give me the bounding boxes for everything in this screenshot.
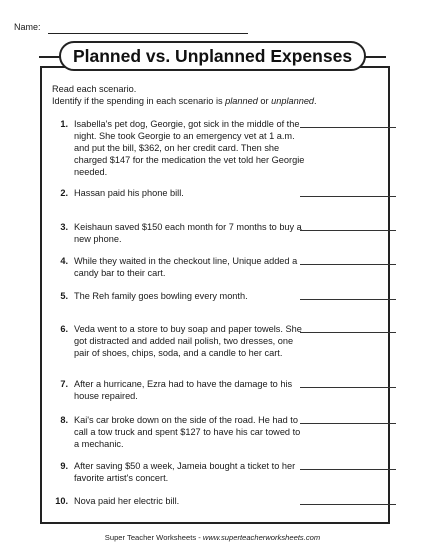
footer [0, 533, 425, 542]
instructions-line-1: Read each scenario. [52, 84, 137, 94]
question-number: 10. [55, 496, 68, 506]
question-number: 9. [60, 461, 68, 471]
question-text: Veda went to a store to buy soap and paper towels. She got distracted and added nail polish, two dresses, one pair of shoes, chips, soda, and a candle to her cart. [74, 324, 302, 358]
question-text: Isabella's pet dog, Georgie, got sick in the middle of the night. She took Georgie to an emergency vet at 1 a.m. and put the bill, $362, on her credit card. Then she charged $147 for the medication the vet told her Georgie needed. [74, 119, 305, 177]
footer-link[interactable]: www.superteacherworksheets.com [202, 533, 321, 542]
name-field[interactable] [48, 33, 248, 34]
instructions-line-2: Identify if the spending in each scenario is planned or unplanned. [52, 96, 317, 106]
page-title: Planned vs. Unplanned Expenses [59, 41, 366, 71]
question-number: 6. [60, 324, 68, 334]
question-text: The Reh family goes bowling every month. [74, 291, 248, 301]
question-text: Kai's car broke down on the side of the road. He had to call a tow truck and spent $127 to have his car towed to a mechanic. [74, 415, 301, 449]
answer-line-6[interactable] [300, 332, 396, 333]
name-label: Name: [14, 22, 41, 32]
question-text: After saving $50 a week, Jameia bought a ticket to her favorite artist's concert. [74, 461, 296, 483]
footer-text: Super Teacher Worksheets - [104, 533, 203, 542]
question-number: 5. [60, 291, 68, 301]
answer-line-1[interactable] [300, 127, 396, 128]
question-number: 4. [60, 256, 68, 266]
answer-line-10[interactable] [300, 504, 396, 505]
question-number: 2. [60, 188, 68, 198]
planned-word: planned [225, 96, 258, 106]
answer-line-7[interactable] [300, 387, 396, 388]
instructions [52, 83, 317, 107]
question-text: While they waited in the checkout line, Unique added a candy bar to their cart. [74, 256, 298, 278]
question-text: Keishaun saved $150 each month for 7 months to buy a new phone. [74, 222, 302, 244]
question-number: 8. [60, 415, 68, 425]
answer-line-3[interactable] [300, 230, 396, 231]
question-text: After a hurricane, Ezra had to have the damage to his house repaired. [74, 379, 293, 401]
answer-line-9[interactable] [300, 469, 396, 470]
question-number: 3. [60, 222, 68, 232]
question-text: Nova paid her electric bill. [74, 496, 180, 506]
unplanned-word: unplanned [271, 96, 315, 106]
answer-line-2[interactable] [300, 196, 396, 197]
answer-line-4[interactable] [300, 264, 396, 265]
question-text: Hassan paid his phone bill. [74, 188, 184, 198]
question-number: 1. [60, 119, 68, 129]
answer-line-8[interactable] [300, 423, 396, 424]
answer-line-5[interactable] [300, 299, 396, 300]
question-number: 7. [60, 379, 68, 389]
